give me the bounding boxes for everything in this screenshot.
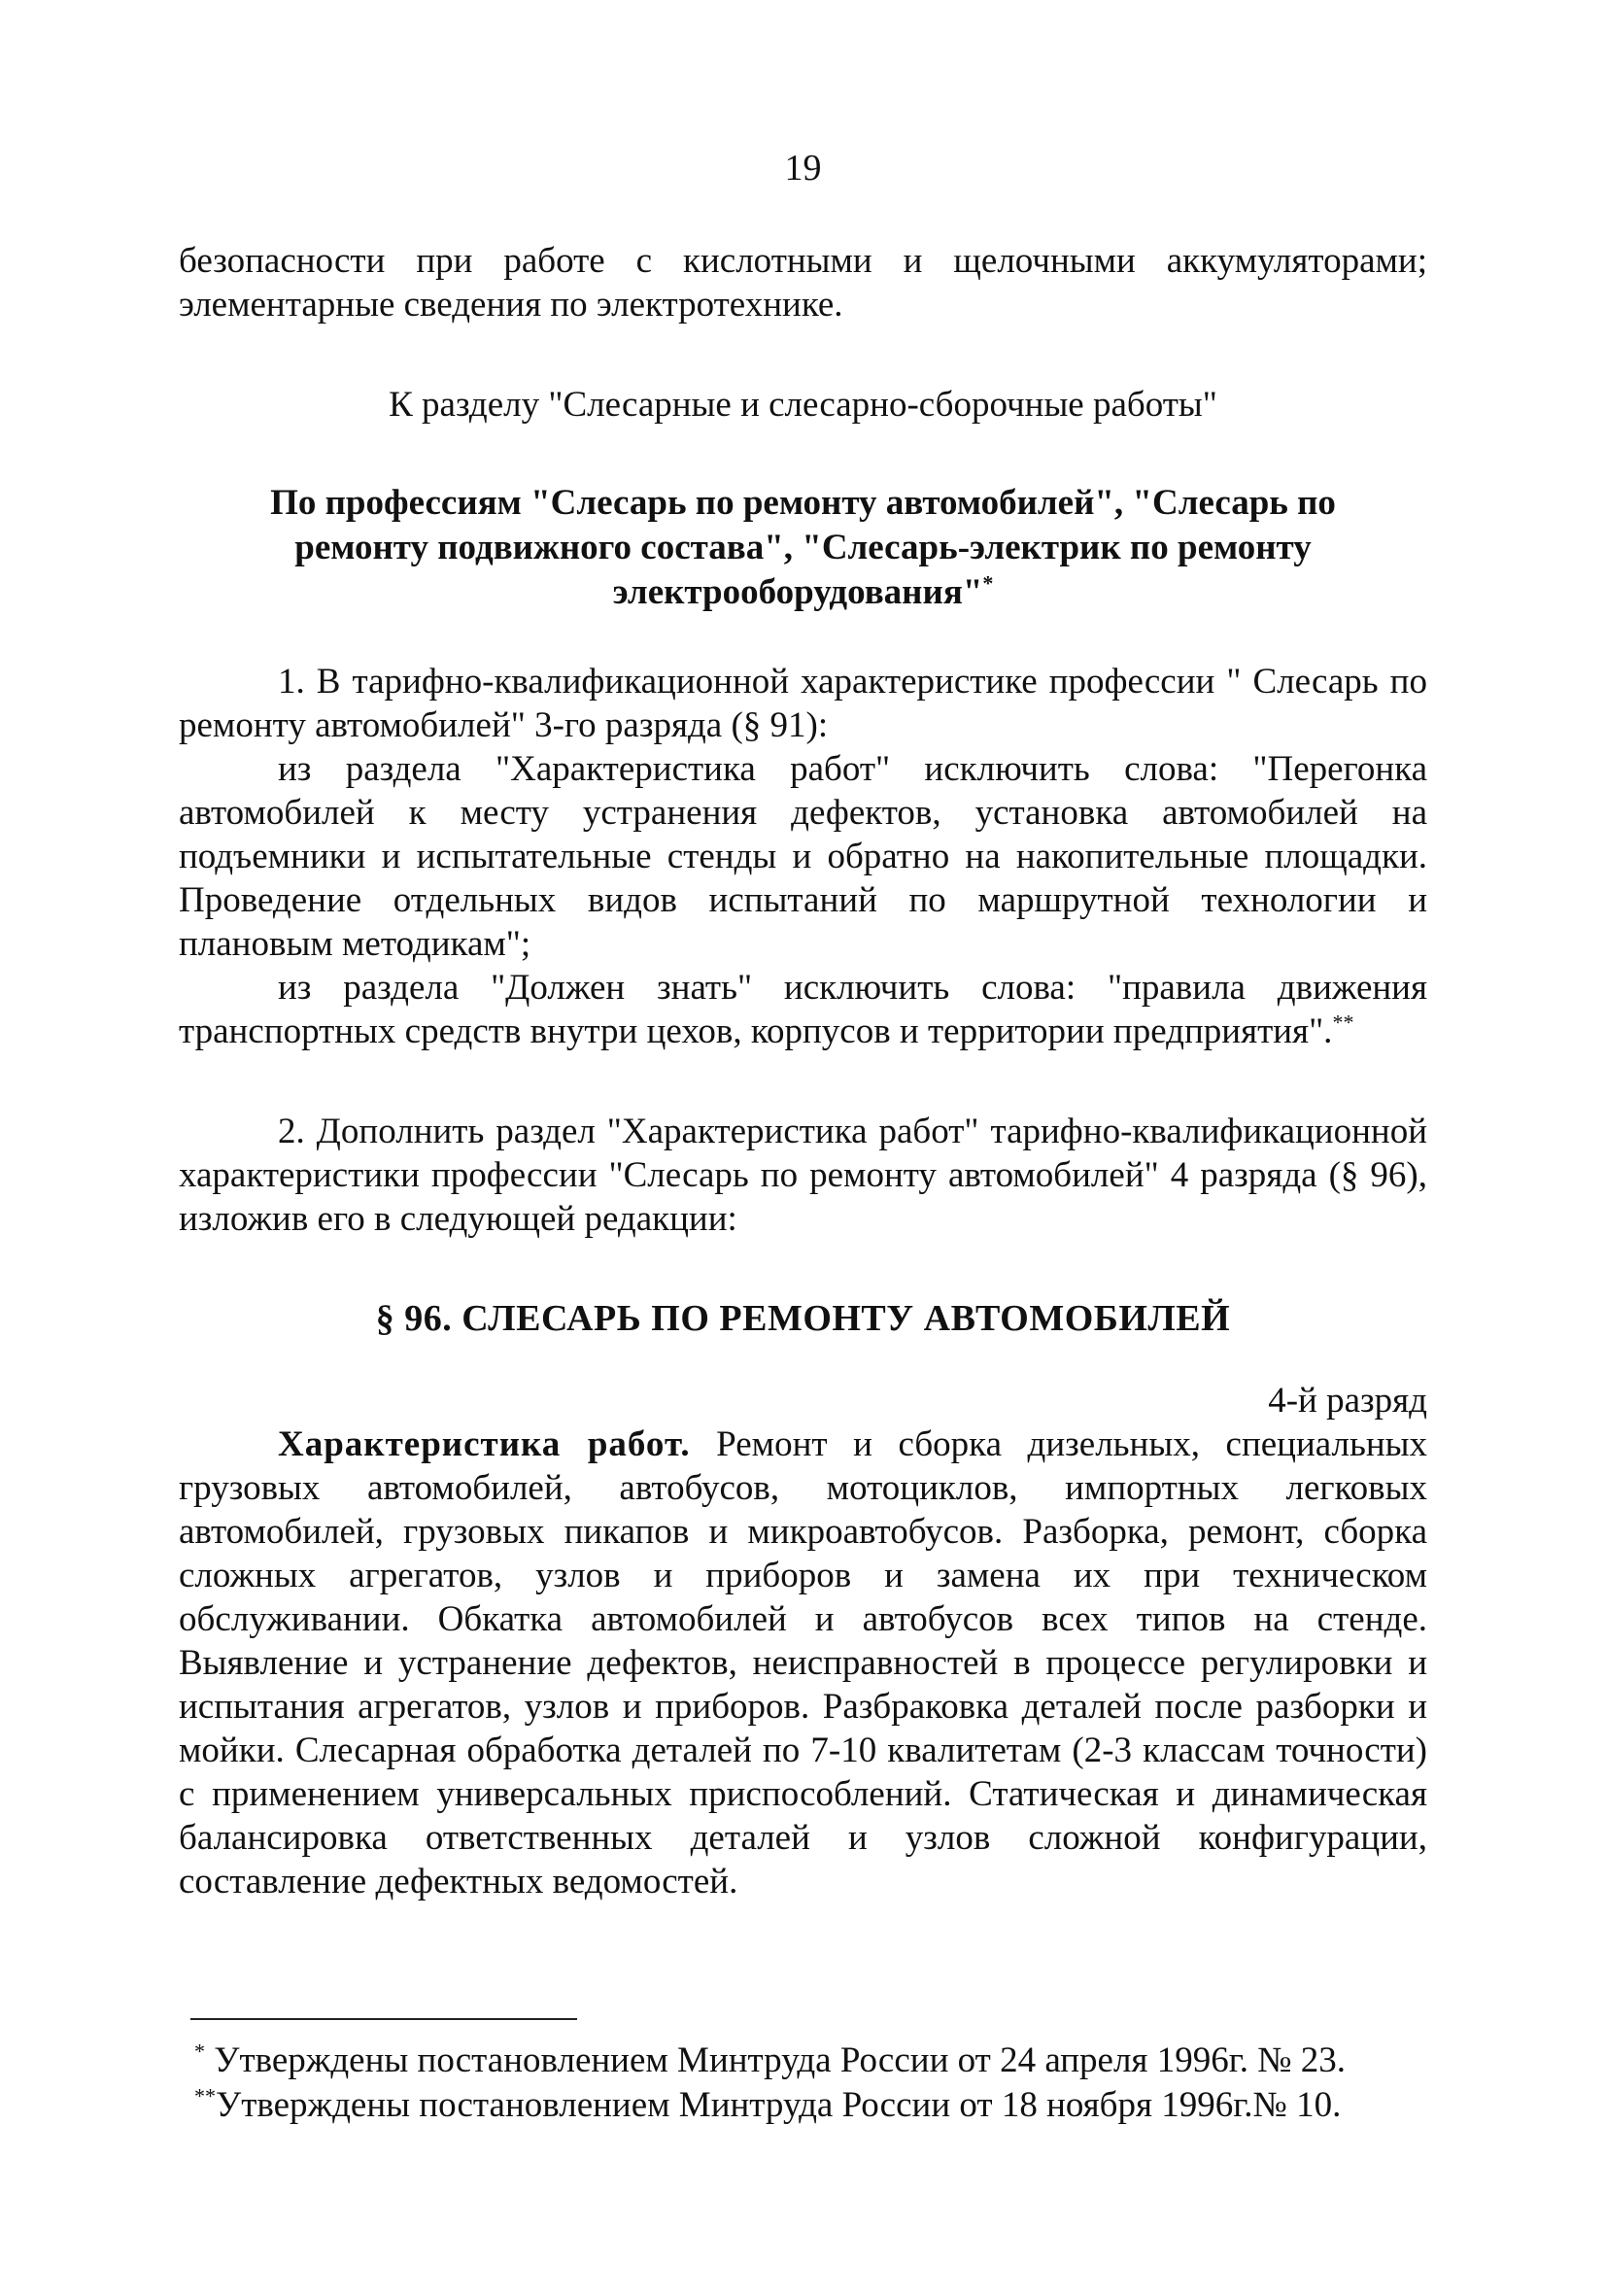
- page-number: 19: [784, 148, 822, 188]
- footnote-mark-2: **: [1332, 1010, 1354, 1035]
- item-1-exclusion-b: [179, 966, 1427, 1053]
- item-1-paragraph: 1. В тарифно-квалификационной характеристике профессии " Слесарь по ремонту автомобилей" 3-го разряда (§ 91):: [179, 662, 1427, 745]
- item-2-paragraph: 2. Дополнить раздел "Характеристика работ" тарифно-квалификационной характеристики профессии "Слесарь по ремонту автомобилей" 4 разряда (§ 96), изложив его в следующей редакции:: [179, 1112, 1427, 1239]
- footnote-2-mark: **: [194, 2083, 216, 2108]
- profession-heading: [179, 481, 1427, 615]
- footnote-2: [194, 2083, 1457, 2128]
- footnote-separator: [190, 2018, 577, 2020]
- footnote-1-mark: *: [194, 2039, 205, 2064]
- footnote-mark-1: *: [982, 570, 994, 596]
- item-1-exclusion-a: из раздела "Характеристика работ" исключить слова: "Перегонка автомобилей к месту устранения дефектов, установка автомобилей на подъемники и испытательные стенды и обратно на накопительные площадки. Проведение отдельных видов испытаний по маршрутной технологии и плановым методикам";: [179, 749, 1427, 964]
- grade-label: 4-й разряд: [1268, 1381, 1427, 1421]
- characteristic-body: Ремонт и сборка дизельных, специальных грузовых автомобилей, автобусов, мотоциклов, импортных легковых автомобилей, грузовых пикапов и микроавтобусов. Разборка, ремонт, сборка сложных агрегатов, узлов и приборов и замена их при техническом обслуживании. Обкатка автомобилей и автобусов всех типов на стенде. Выявление и устранение дефектов, неисправностей в процессе регулировки и испытания агрегатов, узлов и приборов. Разбраковка деталей после разборки и мойки. Слесарная обработка деталей по 7-10 квалитетам (2-3 классам точности) с применением универсальных приспособлений. Статическая и динамическая балансировка ответственных деталей и узлов сложной конфигурации, составление дефектных ведомостей.: [179, 1424, 1428, 1902]
- footnote-2-text: Утверждены постановлением Минтруда России от 18 ноября 1996г.№ 10.: [216, 2085, 1342, 2125]
- characteristic-paragraph: [179, 1422, 1427, 1903]
- item-1-exclusion-b-text: из раздела "Должен знать" исключить слова: "правила движения транспортных средств внутри цехов, корпусов и территории предприятия".: [179, 968, 1427, 1051]
- section-title: § 96. СЛЕСАРЬ ПО РЕМОНТУ АВТОМОБИЛЕЙ: [375, 1298, 1231, 1339]
- footnote-1: [194, 2039, 1457, 2083]
- intro-paragraph: безопасности при работе с кислотными и щелочными аккумуляторами; элементарные сведения по электротехнике.: [179, 241, 1427, 325]
- page-content: [179, 239, 1427, 1903]
- characteristic-lead: Характеристика работ.: [278, 1424, 691, 1464]
- footnote-1-text: Утверждены постановлением Минтруда России от 24 апреля 1996г. № 23.: [205, 2040, 1347, 2080]
- profession-heading-text: По профессиям "Слесарь по ремонту автомобилей", "Слесарь по ремонту подвижного состава", "Слесарь-электрик по ремонту электрооборудования": [270, 483, 1336, 612]
- section-reference: К разделу "Слесарные и слесарно-сборочные работы": [389, 385, 1217, 425]
- footnotes: [194, 2039, 1457, 2128]
